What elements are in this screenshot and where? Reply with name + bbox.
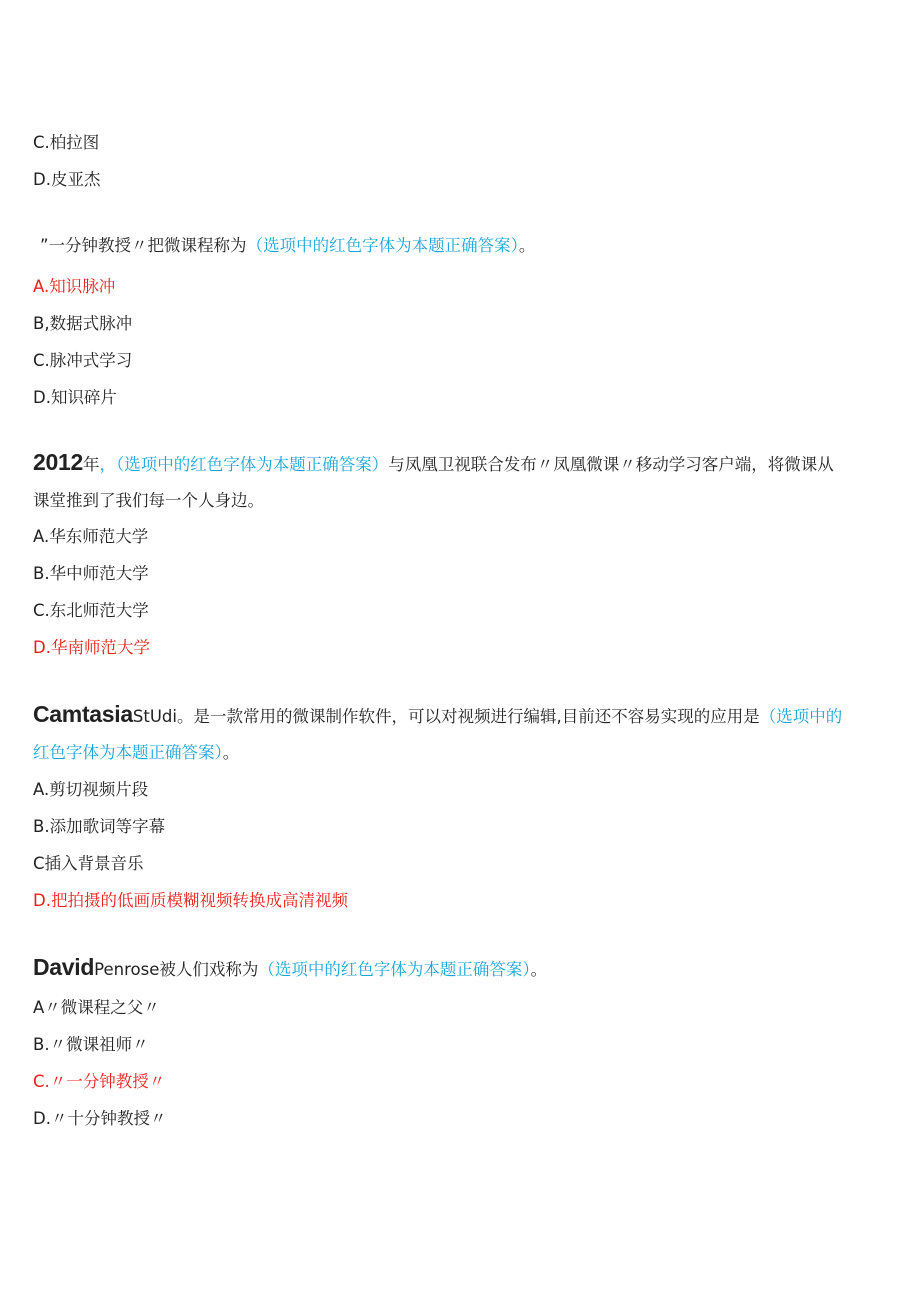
q2-hint: ，（选项中的红色字体为本题正确答案） [99, 455, 389, 474]
q3-hint-part2: 红色字体为本题正确答案） [33, 743, 223, 762]
q4-first-name: David [33, 954, 95, 980]
q3-stem-line2 [33, 741, 239, 765]
q1-option-d: D.知识碎片 [33, 388, 117, 407]
q1-hint: （选项中的红色字体为本题正确答案） [246, 236, 519, 255]
q2-year: 2012 [33, 449, 83, 475]
q1-stem-text: ”一分钟教授〃把微课程称为 [40, 236, 247, 255]
q2-option-a: A.华东师范大学 [33, 527, 149, 546]
q3-software-suffix: StUdi [132, 707, 177, 726]
q4-hint: （选项中的红色字体为本题正确答案） [258, 960, 531, 979]
q3-option-d: D.把拍摄的低画质模糊视频转换成高清视频 [33, 891, 348, 910]
q3-stem-end: 。 [222, 743, 240, 762]
q3-software-name: Camtasia [33, 701, 133, 727]
q1-option-a: A.知识脉冲 [33, 277, 116, 296]
q1-option-c: C.脉冲式学习 [33, 351, 133, 370]
q4-last-name: Penrose [94, 960, 160, 979]
q3-option-a: A.剪切视频片段 [33, 780, 149, 799]
q2-option-d: D.华南师范大学 [33, 638, 150, 657]
q4-option-b: B.〃微课祖师〃 [33, 1035, 149, 1054]
q2-stem-line2: 课堂推到了我们每一个人身边。 [33, 491, 264, 510]
q2-stem-text: 年 [82, 455, 100, 474]
q4-stem-text: 被人们戏称为 [159, 960, 259, 979]
q3-hint-part1: （选项中的 [759, 707, 843, 726]
q0-option-d: D.皮亚杰 [33, 170, 101, 189]
q2-option-b: B.华中师范大学 [33, 564, 149, 583]
q1-option-b: B,数据式脉冲 [33, 314, 133, 333]
q1-stem [40, 234, 535, 258]
q3-option-c: C插入背景音乐 [33, 854, 144, 873]
q4-option-d: D.〃十分钟教授〃 [33, 1109, 167, 1128]
q4-stem-end: 。 [530, 960, 548, 979]
q2-stem-line1 [33, 450, 834, 477]
q4-option-c: C.〃一分钟教授〃 [33, 1072, 166, 1091]
q3-stem-line1 [33, 702, 842, 729]
q3-option-b: B.添加歌词等字幕 [33, 817, 166, 836]
q4-stem [33, 955, 547, 982]
q2-stem-rest: 与凤凰卫视联合发布〃凤凰微课〃移动学习客户端，将微课从 [388, 455, 834, 474]
q3-stem-text: 。是一款常用的微课制作软件，可以对视频进行编辑,目前还不容易实现的应用是 [176, 707, 760, 726]
q2-option-c: C.东北师范大学 [33, 601, 149, 620]
q1-stem-end: 。 [518, 236, 536, 255]
q4-option-a: A〃微课程之父〃 [33, 998, 160, 1017]
q0-option-c: C.柏拉图 [33, 133, 100, 152]
